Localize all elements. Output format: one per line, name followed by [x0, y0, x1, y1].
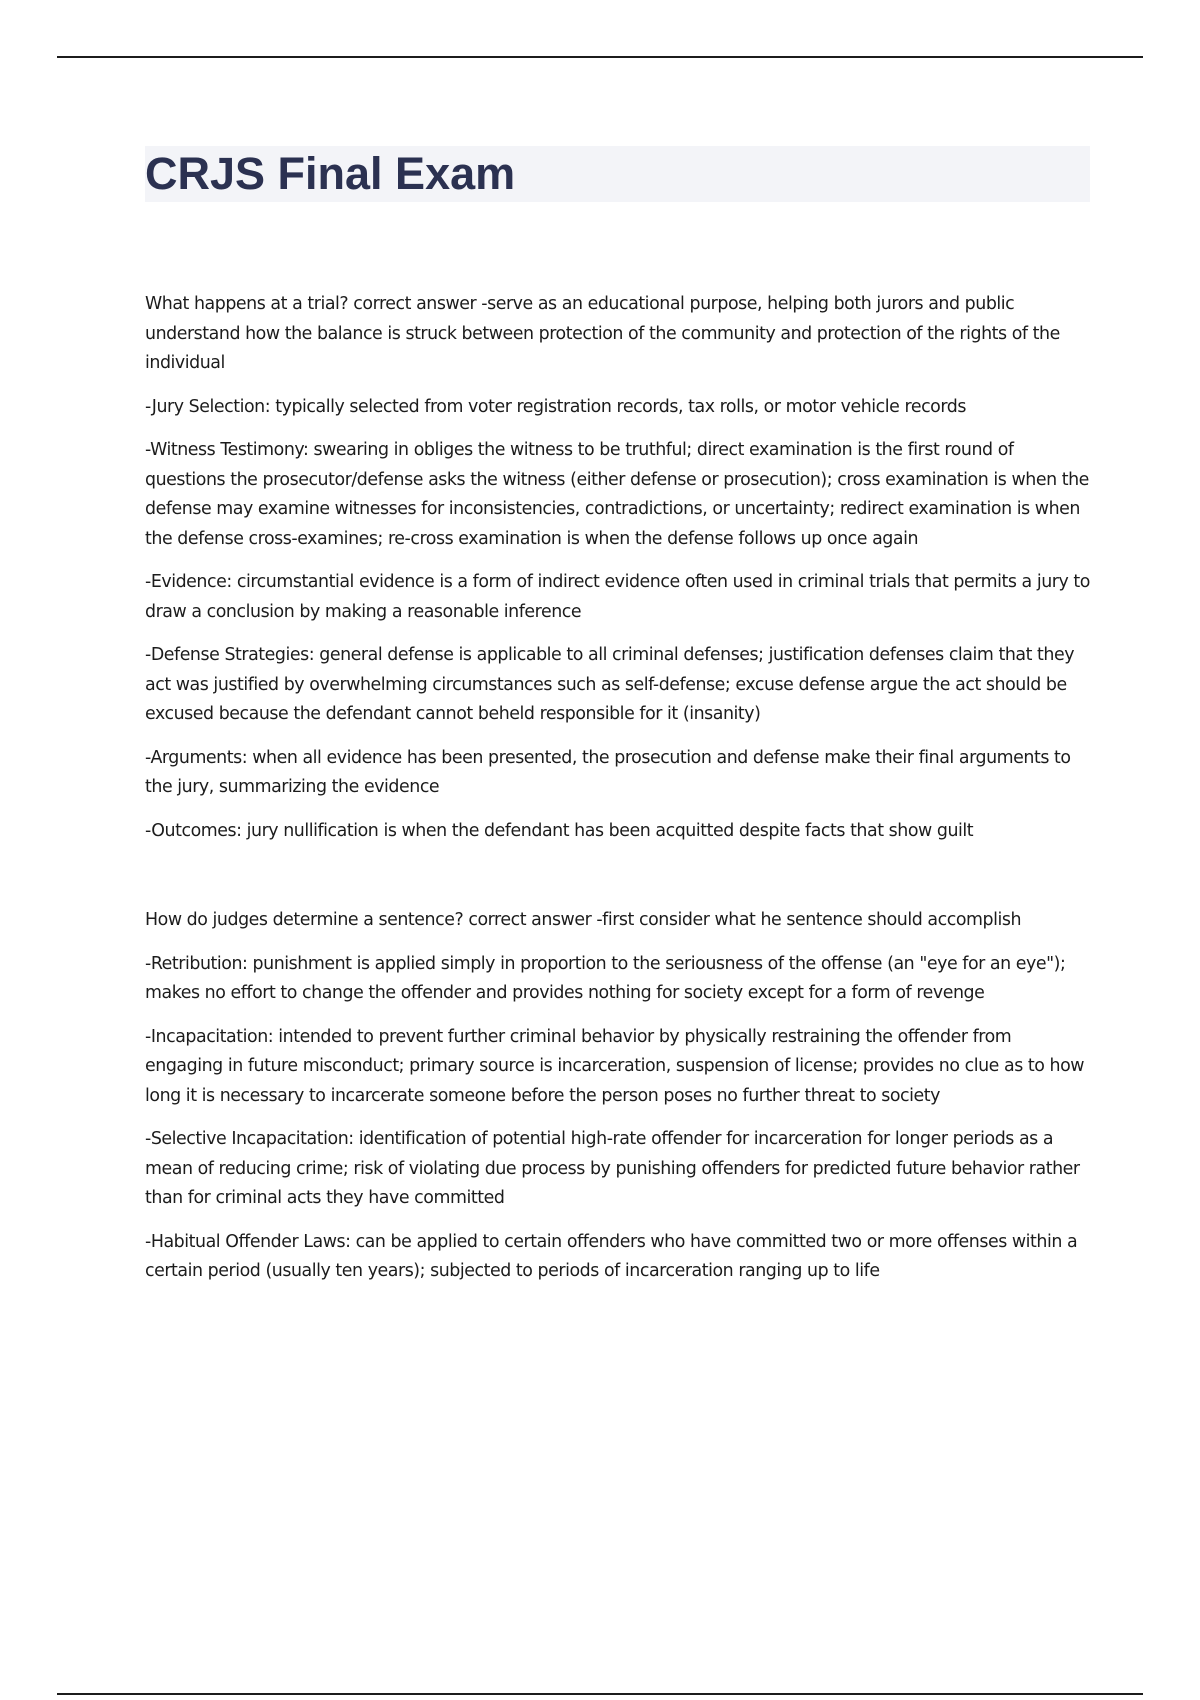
- answer-point: -Arguments: when all evidence has been presented, the prosecution and defense make their final arguments to the jury, summarizing the evidence: [145, 747, 1071, 797]
- section-spacer: [145, 860, 1090, 906]
- answer-point: -Retribution: punishment is applied simply in proportion to the seriousness of the offense (an "eye for an eye"); makes no effort to change the offender and provides nothing for society except for a form of revenge: [145, 953, 1066, 1003]
- title-banner: [145, 146, 1090, 202]
- answer-point: -Outcomes: jury nullification is when the defendant has been acquitted despite facts that show guilt: [145, 820, 974, 841]
- answer-point: -Witness Testimony: swearing in obliges the witness to be truthful; direct examination is the first round of questions the prosecutor/defense asks the witness (either defense or prosecution); cross examination is when the defense may examine witnesses for inconsistencies, contradictions, or uncertainty; redirect examination is when the defense cross-examines; re-cross examination is when the defense follows up once again: [145, 440, 1089, 549]
- answer-point: -Incapacitation: intended to prevent further criminal behavior by physically restraining the offender from engaging in future misconduct; primary source is incarceration, suspension of license; provides no clue as to how long it is necessary to incarcerate someone before the person poses no further threat to society: [145, 1026, 1085, 1106]
- answer-point: -Defense Strategies: general defense is applicable to all criminal defenses; justification defenses claim that they act was justified by overwhelming circumstances such as self-defense; excuse defense argue the act should be excused because the defendant cannot beheld responsible for it (insanity): [145, 645, 1075, 724]
- answer-point: -Jury Selection: typically selected from voter registration records, tax rolls, or motor vehicle records: [145, 396, 966, 417]
- question-paragraph: How do judges determine a sentence? correct answer -first consider what he sentence should accomplish: [145, 910, 1022, 930]
- document-body: [145, 290, 1090, 1301]
- question-paragraph: What happens at a trial? correct answer -serve as an educational purpose, helping both jurors and public understand how the balance is struck between protection of the community and protection of the rights of the individual: [145, 294, 1060, 373]
- answer-point: -Evidence: circumstantial evidence is a form of indirect evidence often used in criminal trials that permits a jury to draw a conclusion by making a reasonable inference: [145, 572, 1090, 622]
- document-title: CRJS Final Exam: [145, 148, 516, 199]
- top-rule: [57, 56, 1143, 58]
- answer-point: -Selective Incapacitation: identification of potential high-rate offender for incarceration for longer periods as a mean of reducing crime; risk of violating due process by punishing offenders for predicted future behavior rather than for criminal acts they have committed: [145, 1129, 1080, 1208]
- answer-point: -Habitual Offender Laws: can be applied to certain offenders who have committed two or more offenses within a certain period (usually ten years); subjected to periods of incarceration ranging up to life: [145, 1231, 1078, 1281]
- bottom-rule: [57, 1693, 1143, 1695]
